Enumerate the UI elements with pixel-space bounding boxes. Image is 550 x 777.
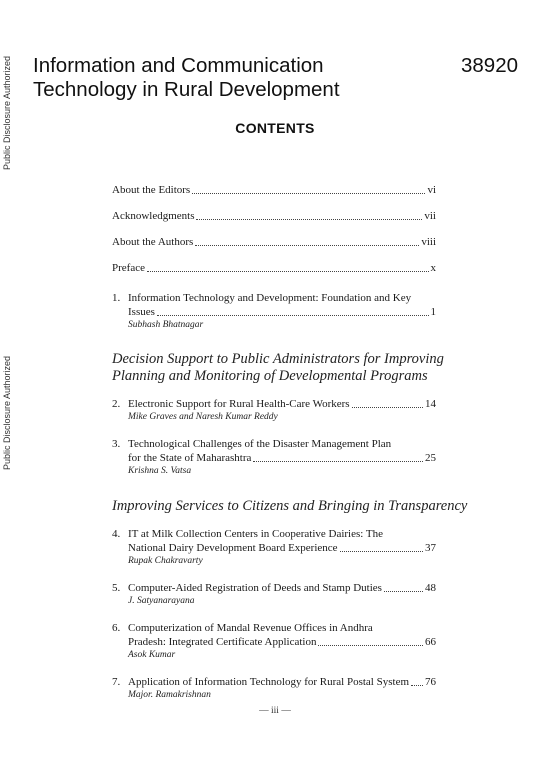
chapter-number: 5.: [112, 582, 121, 594]
toc-entry-page: vii: [424, 210, 436, 222]
document-title-line-2: Technology in Rural Development: [33, 78, 340, 101]
disclosure-stamp: Public Disclosure Authorized: [2, 55, 12, 170]
chapter-page: 14: [425, 398, 436, 410]
chapter-title-line: Computer-Aided Registration of Deeds and Stamp Duties: [128, 582, 382, 594]
chapter-title-line: for the State of Maharashtra: [128, 452, 252, 464]
dot-leader: [195, 245, 419, 246]
toc-chapter-4[interactable]: [112, 527, 436, 568]
toc-entry-about-editors[interactable]: [112, 183, 436, 197]
part-heading-line: Planning and Monitoring of Developmental Programs: [112, 368, 428, 384]
dot-leader: [352, 407, 423, 408]
part-heading: [112, 351, 444, 385]
chapter-author: Krishna S. Vatsa: [128, 466, 192, 476]
toc-chapter-6[interactable]: [112, 621, 436, 662]
contents-heading: CONTENTS: [235, 120, 315, 136]
toc-entry-title: Preface: [112, 262, 145, 274]
chapter-number: 2.: [112, 398, 121, 410]
chapter-page: 37: [425, 542, 436, 554]
chapter-author: Rupak Chakravarty: [128, 556, 203, 566]
dot-leader: [196, 219, 422, 220]
chapter-title-line: National Dairy Development Board Experience: [128, 542, 338, 554]
dot-leader: [318, 645, 423, 646]
chapter-page: 1: [430, 306, 436, 318]
chapter-number: 1.: [112, 292, 121, 304]
page-number-footer: — iii —: [259, 706, 291, 716]
dot-leader: [157, 315, 429, 316]
toc-chapter-2[interactable]: [112, 397, 436, 424]
part-heading-line: Improving Services to Citizens and Bringing in Transparency: [112, 498, 468, 514]
chapter-title-line: Technological Challenges of the Disaster Management Plan: [128, 438, 392, 450]
toc-entry-acknowledgments[interactable]: [112, 209, 436, 223]
disclosure-stamp: Public Disclosure Authorized: [2, 355, 12, 470]
toc-entry-preface[interactable]: [112, 261, 436, 275]
toc-chapter-5[interactable]: [112, 581, 436, 608]
toc-chapter-7[interactable]: [112, 675, 436, 702]
chapter-title-line: Information Technology and Development: Foundation and Key: [128, 292, 412, 304]
chapter-page: 48: [425, 582, 436, 594]
chapter-number: 6.: [112, 622, 121, 634]
chapter-number: 4.: [112, 528, 121, 540]
dot-leader: [411, 685, 423, 686]
toc-entry-title: About the Authors: [112, 236, 194, 248]
chapter-author: Subhash Bhatnagar: [128, 320, 204, 330]
chapter-title-line: Pradesh: Integrated Certificate Application: [128, 636, 317, 648]
toc-chapter-1[interactable]: [112, 291, 436, 332]
chapter-page: 25: [425, 452, 436, 464]
chapter-page: 66: [425, 636, 436, 648]
toc-entry-page: x: [430, 262, 436, 274]
toc-entry-about-authors[interactable]: [112, 235, 436, 249]
toc-entry-title: Acknowledgments: [112, 210, 195, 222]
dot-leader: [147, 271, 429, 272]
chapter-title-line: Electronic Support for Rural Health-Care Workers: [128, 398, 350, 410]
toc-entry-title: About the Editors: [112, 184, 191, 196]
dot-leader: [384, 591, 423, 592]
document-title: [33, 54, 393, 102]
chapter-number: 3.: [112, 438, 121, 450]
chapter-title-line: Issues: [128, 306, 155, 318]
toc-entry-page: vi: [427, 184, 436, 196]
part-heading: [112, 498, 468, 515]
toc-entry-page: viii: [421, 236, 436, 248]
chapter-author: Mike Graves and Naresh Kumar Reddy: [128, 412, 278, 422]
document-number: 38920: [460, 54, 518, 77]
dot-leader: [253, 461, 423, 462]
chapter-title-line: IT at Milk Collection Centers in Cooperative Dairies: The: [128, 528, 383, 540]
chapter-page: 76: [425, 676, 436, 688]
chapter-author: Major. Ramakrishnan: [128, 690, 211, 700]
table-of-contents: [112, 183, 468, 715]
part-heading-line: Decision Support to Public Administrators for Improving: [112, 351, 444, 367]
chapter-number: 7.: [112, 676, 121, 688]
document-title-line-1: Information and Communication: [33, 54, 324, 77]
chapter-author: Asok Kumar: [128, 650, 176, 660]
toc-chapter-3[interactable]: [112, 437, 436, 478]
chapter-author: J. Satyanarayana: [128, 596, 195, 606]
chapter-title-line: Computerization of Mandal Revenue Offices in Andhra: [128, 622, 373, 634]
dot-leader: [340, 551, 423, 552]
dot-leader: [192, 193, 425, 194]
chapter-title-line: Application of Information Technology for Rural Postal System: [128, 676, 410, 688]
